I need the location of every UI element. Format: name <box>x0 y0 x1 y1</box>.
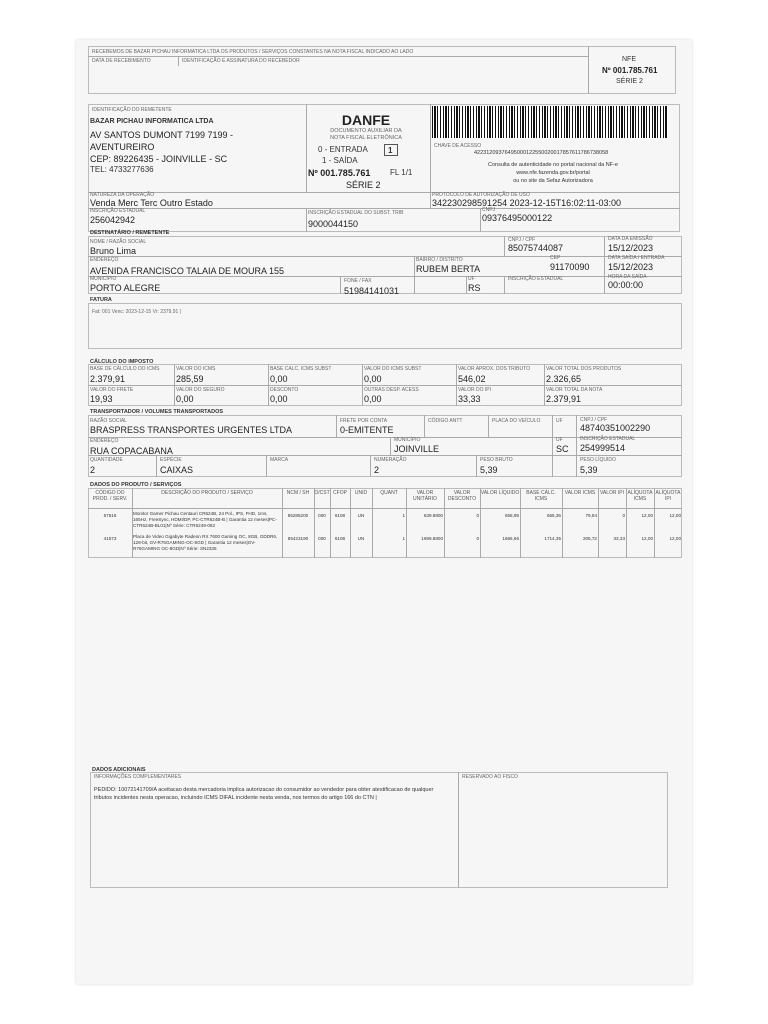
freight-label: FRETE POR CONTA <box>340 418 388 424</box>
consult-line3: ou no site da Sefaz Autorizadora <box>513 178 593 184</box>
access-key: 42231209376495000122550020017857611786738058 <box>474 150 609 156</box>
numbering-value: 2 <box>374 465 380 475</box>
emitter-tel: TEL: 4733277636 <box>90 165 154 174</box>
ie-subst-value: 9000044150 <box>308 219 359 229</box>
emission-value: 15/12/2023 <box>608 243 654 253</box>
recipient-cep-label: CEP <box>550 255 561 261</box>
gross-label: PESO BRUTO <box>480 457 513 463</box>
tax-value: 285,59 <box>176 374 204 384</box>
product-cell: 1 <box>402 513 405 518</box>
exit-label: DATA SAÍDA / ENTRADA <box>608 255 665 261</box>
danfe-series: SÉRIE 2 <box>346 180 381 190</box>
receipt-date-label: DATA DE RECEBIMENTO <box>92 58 151 64</box>
tax-value: 19,93 <box>90 394 113 404</box>
carrier-name: BRASPRESS TRANSPORTES URGENTES LTDA <box>90 425 293 435</box>
products-header: O/CST <box>314 490 330 496</box>
qty-value: 2 <box>90 465 96 475</box>
recipient-district: RUBEM BERTA <box>416 264 481 274</box>
product-cell: 0 <box>476 513 479 518</box>
product-cell: 1714,35 <box>544 536 561 541</box>
recipient-cpf-label: CNPJ / CPF <box>508 237 536 243</box>
product-cell: 33,33 <box>613 536 625 541</box>
product-cell: 12,00 <box>669 513 681 518</box>
products-header: ALÍQUOTA ICMS <box>627 490 653 502</box>
product-cell: Monitor Gamer Pichau Centauri CR624B, 24 Pol., IPS, FHD, 1ms, 165Hz, FreeSync, HDMI/DP, PC-CTR624B-B | Garantia 12 meses|PC-CTR624B-BL01|Nº Série: CTR6249-092 <box>133 511 277 528</box>
tax-label: VALOR DO ICMS SUBST <box>364 366 422 372</box>
tax-value: 2.379,91 <box>90 374 126 384</box>
tax-label: OUTRAS DESP. ACESS <box>364 387 419 393</box>
tax-value: 0,00 <box>176 394 194 404</box>
recipient-ie-label: INSCRIÇÃO ESTADUAL <box>508 276 564 282</box>
danfe-sub2: NOTA FISCAL ELETRÔNICA <box>330 135 402 141</box>
info-text: PEDIDO: 10072141709/A aceitacao desta mercadoria implica autorizacao do consumidor ao vendedor para obter atestificacao de qualquer tributos incidentes nesta operacao, incluindo ICMS DIFAL incidente nesta venda, nos termos do artigo 166 do CTN | <box>94 787 434 801</box>
recipient-city: PORTO ALEGRE <box>90 283 161 293</box>
products-section: DADOS DO PRODUTO / SERVIÇOS <box>90 482 182 488</box>
recipient-address-label: ENDEREÇO <box>90 257 119 263</box>
recipient-district-label: BAIRRO / DISTRITO <box>416 257 463 263</box>
products-header: ALÍQUOTA IPI <box>655 490 681 502</box>
product-cell: 665,36 <box>546 513 561 518</box>
carrier-address: RUA COPACABANA <box>90 446 173 456</box>
gross-value: 5,39 <box>480 465 498 475</box>
product-cell: 12,00 <box>641 513 653 518</box>
antt-label: CÓDIGO ANTT <box>428 418 463 424</box>
emitter-name: BAZAR PICHAU INFORMATICA LTDA <box>90 118 214 125</box>
product-cell: 79,84 <box>585 513 597 518</box>
danfe-saida: 1 - SAÍDA <box>322 156 358 165</box>
stub-number: Nº 001.785.761 <box>602 66 658 75</box>
tax-label: BASE DE CÁLCULO DO ICMS <box>90 366 160 372</box>
access-label: CHAVE DE ACESSO <box>434 143 482 149</box>
products-header: QUANT <box>380 490 398 496</box>
tax-label: VALOR TOTAL DOS PRODUTOS <box>546 366 622 372</box>
access-barcode <box>432 106 668 138</box>
carrier-cnpj: 48740351002290 <box>580 423 651 433</box>
products-header: NCM / SH <box>286 490 310 496</box>
recipient-uf-label: UF <box>468 276 475 282</box>
tax-label: DESCONTO <box>270 387 299 393</box>
tax-value: 2.326,65 <box>546 374 582 384</box>
carrier-cnpj-label: CNPJ / CPF <box>580 417 608 423</box>
product-cell: 12,00 <box>641 536 653 541</box>
hour-label: HORA DA SAÍDA <box>608 274 647 280</box>
emitter-address: AV SANTOS DUMONT 7199 7199 - <box>90 130 234 140</box>
freight-value: 0-EMITENTE <box>340 425 394 435</box>
products-header: CÓDIGO DO PROD. / SERV. <box>92 490 128 502</box>
carrier-ie-label: INSCRIÇÃO ESTADUAL <box>580 436 636 442</box>
tax-value: 0,00 <box>270 394 288 404</box>
products-header: UNID <box>354 490 368 496</box>
exit-value: 15/12/2023 <box>608 262 654 272</box>
products-header: BASE CÁLC. ICMS <box>526 490 556 502</box>
receipt-text: RECEBEMOS DE BAZAR PICHAU INFORMATICA LTDA OS PRODUTOS / SERVIÇOS CONSTANTES NA NOTA FISCAL INDICADO AO LADO <box>92 49 414 55</box>
carrier-uf2-label: UF <box>556 437 563 443</box>
product-cell: 1699.8800 <box>421 536 443 541</box>
tax-label: VALOR DO SEGURO <box>176 387 225 393</box>
protocol-label: PROTOCOLO DE AUTORIZAÇÃO DE USO <box>432 192 530 198</box>
danfe-entrada: 0 - ENTRADA <box>318 145 368 154</box>
nature-value: Venda Merc Terc Outro Estado <box>90 198 213 208</box>
net-value: 5,39 <box>580 465 598 475</box>
product-cell: 000 <box>318 513 326 518</box>
tax-value: 2.379,91 <box>546 394 582 404</box>
tax-value: 0,00 <box>270 374 288 384</box>
product-cell: UN <box>357 536 365 541</box>
net-label: PESO LÍQUIDO <box>580 457 616 463</box>
product-cell: 1 <box>402 536 405 541</box>
danfe-page: FL 1/1 <box>390 168 413 177</box>
product-cell: 85423190 <box>287 536 309 541</box>
tax-value: 0,00 <box>364 374 382 384</box>
info-label: INFORMAÇÕES COMPLEMENTARES <box>94 774 182 780</box>
tax-label: VALOR DO IPI <box>458 387 491 393</box>
emitter-district: AVENTUREIRO <box>90 142 155 152</box>
protocol-value: 342230298591254 2023-12-15T16:02:11-03:00 <box>432 198 621 208</box>
fatura-text: Fat: 001 Venc: 2023-12-15 Vr: 2379.91 | <box>92 309 181 315</box>
qty-label: QUANTIDADE <box>90 457 123 463</box>
recipient-name: Bruno Lima <box>90 246 137 256</box>
recipient-phone: 51984141031 <box>344 286 400 296</box>
tax-label: VALOR DO ICMS <box>176 366 216 372</box>
product-cell: UN <box>357 513 365 518</box>
product-cell: 12,00 <box>669 536 681 541</box>
carrier-city-label: MUNICÍPIO <box>394 437 421 443</box>
products-header: VALOR IPI <box>599 490 625 496</box>
consult-line2: www.nfe.fazenda.gov.br/portal <box>516 170 590 176</box>
danfe-type-value: 1 <box>388 146 393 155</box>
emitter-cep: CEP: 89226435 - JOINVILLE - SC <box>90 154 228 164</box>
fisco-label: RESERVADO AO FISCO <box>462 774 518 780</box>
danfe-sub1: DOCUMENTO AUXILIAR DA <box>330 128 402 134</box>
products-header: CFOP <box>333 490 347 496</box>
recipient-phone-label: FONE / FAX <box>344 278 372 284</box>
tax-value: 546,02 <box>458 374 486 384</box>
carrier-ie: 254999514 <box>580 443 626 453</box>
product-cell: 205,72 <box>582 536 597 541</box>
tax-label: VALOR TOTAL DA NOTA <box>546 387 603 393</box>
carrier-city: JOINVILLE <box>394 444 440 454</box>
product-cell: 0 <box>622 513 625 518</box>
tax-value: 0,00 <box>364 394 382 404</box>
numbering-label: NUMERAÇÃO <box>374 457 407 463</box>
ie-value: 256042942 <box>90 215 136 225</box>
carrier-uf2: SC <box>556 444 569 454</box>
additional-section: DADOS ADICIONAIS <box>92 767 146 773</box>
products-header: DESCRIÇÃO DO PRODUTO / SERVIÇO <box>161 490 253 496</box>
product-cell: 6108 <box>334 513 346 518</box>
products-header: VALOR ICMS <box>564 490 596 496</box>
recipient-city-label: MUNICÍPIO <box>90 276 117 282</box>
cnpj-label: CNPJ <box>482 207 496 213</box>
recipient-section: DESTINATÁRIO / REMETENTE <box>90 230 170 236</box>
hour-value: 00:00:00 <box>608 280 644 290</box>
emission-label: DATA DA EMISSÃO <box>608 236 653 242</box>
carrier-address-label: ENDEREÇO <box>90 438 119 444</box>
product-cell: Placa de Video Gigabyte Radeon RX 7600 Gaming OC, 8GB, GDDR6, 128-bit, GV-R76GAMING-OC-8GD | Garantia 12 meses|GV-R76GAMING OC-8GD|Nº Série: SN2335 <box>133 534 278 551</box>
species-label: ESPÉCIE <box>160 457 182 463</box>
recipient-uf: RS <box>468 283 481 293</box>
ie-label: INSCRIÇÃO ESTADUAL <box>90 208 146 214</box>
danfe-title: DANFE <box>341 112 391 128</box>
species-value: CAIXAS <box>160 465 194 475</box>
receipt-sign-label: IDENTIFICAÇÃO E ASSINATURA DO RECEBEDOR <box>182 58 300 64</box>
tax-label: VALOR APROX. DOS TRIBUTO <box>458 366 530 372</box>
carrier-uf-label: UF <box>556 418 563 424</box>
nature-label: NATUREZA DA OPERAÇÃO <box>90 192 155 198</box>
tax-label: BASE CALC. ICMS SUBST <box>270 366 332 372</box>
products-header: VALOR UNITÁRIO <box>413 490 437 502</box>
tax-section: CÁLCULO DO IMPOSTO <box>90 359 154 365</box>
product-cell: 6108 <box>334 536 346 541</box>
plate-label: PLACA DO VEÍCULO <box>492 418 541 424</box>
recipient-cpf: 85075744087 <box>508 243 564 253</box>
product-cell: 57516 <box>103 513 117 518</box>
fatura-section: FATURA <box>90 297 112 303</box>
ie-subst-label: INSCRIÇÃO ESTADUAL DO SUBST. TRIB <box>308 210 404 216</box>
product-cell: 639.8800 <box>423 513 443 518</box>
danfe-number: Nº 001.785.761 <box>308 168 371 178</box>
tax-value: 33,33 <box>458 394 481 404</box>
cnpj-value: 09376495000122 <box>482 213 553 223</box>
product-cell: 1666,66 <box>502 536 519 541</box>
product-cell: 85285200 <box>287 513 309 518</box>
brand-label: MARCA <box>270 457 289 463</box>
recipient-name-label: NOME / RAZÃO SOCIAL <box>90 239 147 245</box>
transport-section: TRANSPORTADOR / VOLUMES TRANSPORTADOS <box>90 409 224 415</box>
products-header: VALOR DESCONTO <box>447 490 477 502</box>
product-cell: 000 <box>318 536 326 541</box>
consult-line1: Consulta de autenticidade no portal nacional da NF-e <box>488 162 618 168</box>
products-header: VALOR LÍQUIDO <box>480 490 520 496</box>
stub-nfe-label: NFE <box>622 56 636 63</box>
product-cell: 0 <box>476 536 479 541</box>
recipient-address: AVENIDA FRANCISCO TALAIA DE MOURA 155 <box>90 266 285 276</box>
recipient-cep: 91170090 <box>550 262 590 272</box>
product-cell: 658,99 <box>504 513 519 518</box>
carrier-name-label: RAZÃO SOCIAL <box>90 418 127 424</box>
stub-series: SÉRIE 2 <box>616 78 643 85</box>
product-cell: 41573 <box>103 536 117 541</box>
tax-label: VALOR DO FRETE <box>90 387 134 393</box>
emitter-label: IDENTIFICAÇÃO DO REMETENTE <box>92 107 172 113</box>
